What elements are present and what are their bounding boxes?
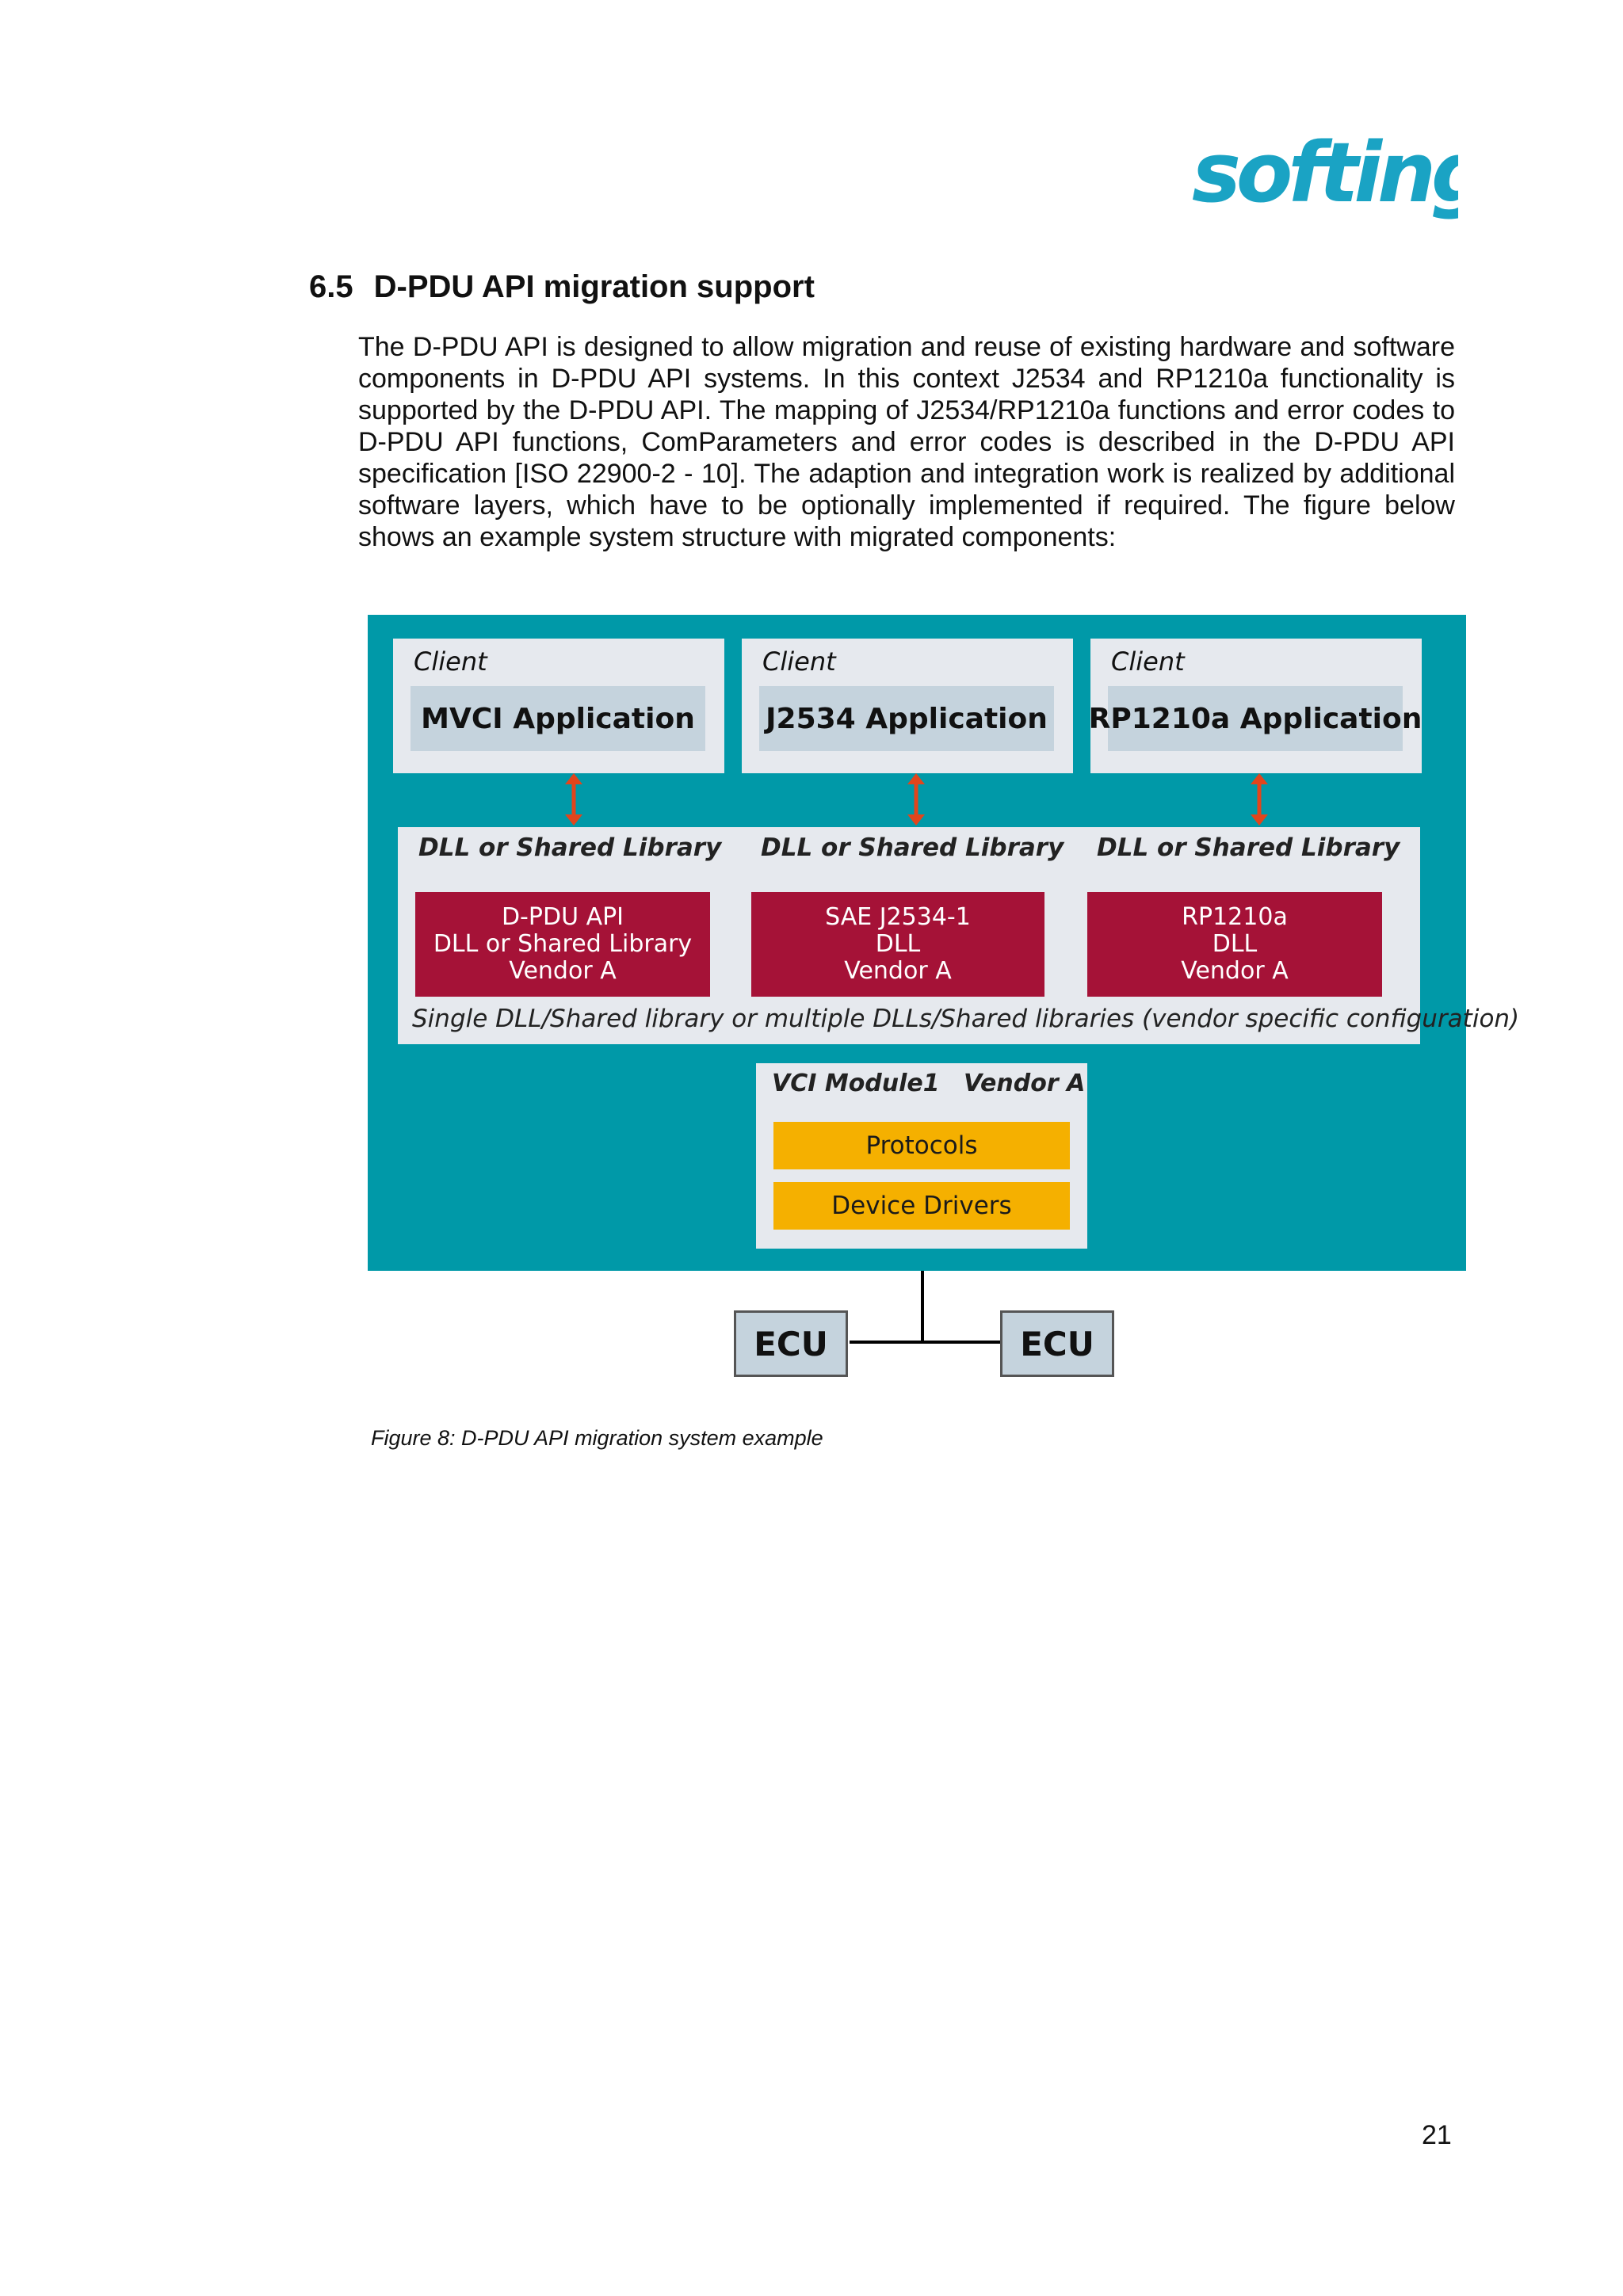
device-drivers-box: Device Drivers — [773, 1182, 1070, 1230]
dll-line: DLL or Shared Library — [433, 930, 693, 958]
client-app-rp1210a: RP1210a Application — [1108, 686, 1403, 751]
dll-line: DLL — [875, 930, 921, 958]
client-app-j2534: J2534 Application — [759, 686, 1054, 751]
library-label: DLL or Shared Library — [418, 833, 722, 862]
vci-module-box — [756, 1063, 1087, 1249]
dll-line: SAE J2534-1 — [825, 903, 971, 931]
body-paragraph: The D-PDU API is designed to allow migration and reuse of existing hardware and software components in D-PDU API systems. In this context J2534 and RP1210a functionality is supported by the D-PDU API. The mapping of J2534/RP1210a functions and error codes to D-PDU API functions, ComParameters and error codes is described in the D-PDU API specification [ISO 22900-2 - 10]. The adaption and integration work is realized by additional software layers, which have to be optionally implemented if required. The figure below shows an example system structure with migrated components: — [358, 332, 1455, 552]
section-number: 6.5 — [309, 269, 353, 304]
svg-text:softing: softing — [1192, 125, 1458, 221]
client-label: Client — [414, 646, 487, 677]
client-label: Client — [762, 646, 836, 677]
protocols-box: Protocols — [773, 1122, 1070, 1169]
dll-line: DLL — [1212, 930, 1258, 958]
dll-line: Vendor A — [1181, 957, 1289, 985]
vci-vendor-label: Vendor A — [964, 1070, 1086, 1097]
client-box-j2534 — [742, 639, 1073, 773]
softing-logo — [1189, 125, 1458, 228]
migration-diagram — [368, 615, 1520, 1271]
library-layer-box — [398, 827, 1520, 1044]
section-title: D-PDU API migration support — [373, 269, 815, 304]
client-app-mvci: MVCI Application — [411, 686, 705, 751]
library-label: DLL or Shared Library — [1097, 833, 1400, 862]
bidirectional-arrow-icon — [562, 773, 586, 826]
bidirectional-arrow-icon — [904, 773, 928, 826]
dll-line: Vendor A — [844, 957, 952, 985]
rp1210a-dll-box — [1087, 892, 1382, 997]
dll-line: Vendor A — [509, 957, 617, 985]
dll-line: D-PDU API — [501, 903, 624, 931]
client-box-mvci — [393, 639, 724, 773]
bidirectional-arrow-icon — [1247, 773, 1271, 826]
page-number: 21 — [1422, 2120, 1452, 2150]
client-label: Client — [1111, 646, 1185, 677]
ecu-bus-lines — [368, 1271, 1466, 1382]
dpdu-api-dll-box — [415, 892, 710, 997]
ecu-box: ECU — [734, 1310, 848, 1377]
section-heading — [309, 269, 815, 305]
ecu-box: ECU — [1000, 1310, 1114, 1377]
library-label: DLL or Shared Library — [761, 833, 1064, 862]
client-box-rp1210a — [1090, 639, 1422, 773]
j2534-dll-box — [751, 892, 1044, 997]
figure-caption: Figure 8: D-PDU API migration system example — [371, 1426, 823, 1450]
vci-module-label: VCI Module1 — [772, 1070, 940, 1097]
library-note: Single DLL/Shared library or multiple DLLs/Shared libraries (vendor specific configuration) — [412, 1005, 1520, 1033]
dll-line: RP1210a — [1182, 903, 1288, 931]
